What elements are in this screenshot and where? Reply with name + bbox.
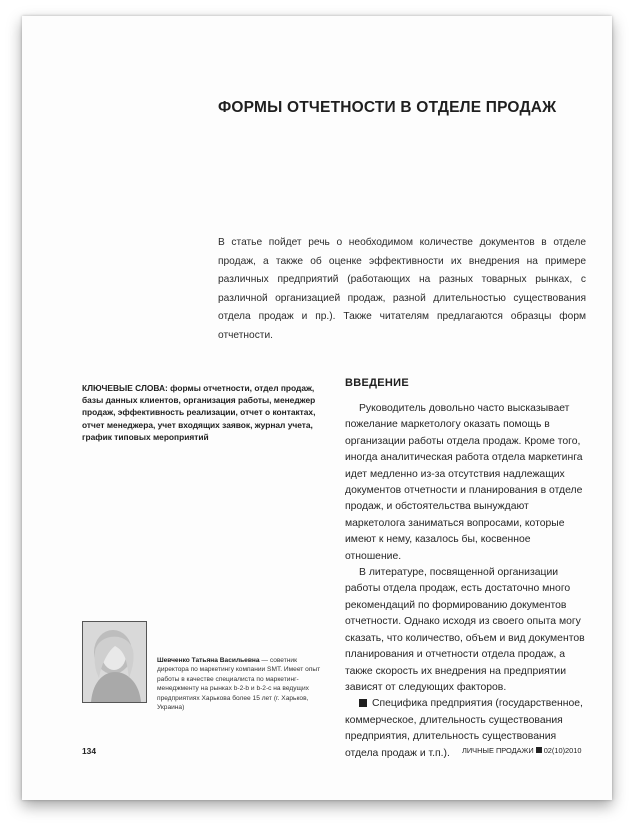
author-description: — советник директора по маркетингу компании SMT. Имеет опыт работы в качестве специалиста по маркетинг-менеджменту на рынках b-2-b и b-2-c на ведущих предприятиях Харькова более 15 лет (г. Харьков, Украина) — [157, 657, 321, 712]
body-paragraph: Руководитель довольно часто высказывает пожелание маркетологу оказать помощь в организации работы отдела продаж. Кроме того, иногда аналитическая работа отдела маркетинга идет медленно из-за отсутствия надлежащих документов отчетности и планирования в отделе продаж, и обстоятельства вынуждают маркетолога заниматься вопросами, которые имеют к нему, казалось бы, косвенное отношение. — [345, 403, 583, 562]
section-heading: ВВЕДЕНИЕ — [345, 377, 409, 389]
author-photo — [82, 621, 147, 703]
author-bio — [157, 656, 327, 712]
journal-footer — [462, 746, 582, 755]
keywords-block: КЛЮЧЕВЫЕ СЛОВА: формы отчетности, отдел продаж, базы данных клиентов, организация работы, менеджер продаж, эффективность реализации, отчет о контактах, отчет менеджера, учет входящих заявок, журнал учета, график типовых мероприятий — [82, 383, 316, 442]
bullet-text: Специфика предприятия (государственное, коммерческое, длительность существования предприятия, длительность существования отдела продаж и т.п.). — [345, 698, 583, 759]
square-separator-icon — [536, 747, 542, 753]
issue-number: 02(10)2010 — [543, 746, 582, 755]
author-portrait-icon — [83, 622, 146, 702]
page-number: 134 — [82, 746, 96, 756]
body-paragraph: В литературе, посвященной организации работы отдела продаж, есть достаточно много рекомендаций по формированию документов отчетности. Однако исходя из своего опыта могу сказать, что количество, объем и вид документов планирования и отчетности отдела продаж, а также скорость их внедрения на предприятии зависят от следующих факторов. — [345, 567, 585, 693]
journal-name: ЛИЧНЫЕ ПРОДАЖИ — [462, 746, 534, 755]
article-abstract: В статье пойдет речь о необходимом количестве документов в отделе продаж, а также об оценке эффективности их внедрения на примере различных предприятий (работающих на разных товарных рынках, с различной организацией продаж, разной длительностью существования отдела продаж и пр.). Также читателям предлагаются образцы форм отчетности. — [218, 237, 586, 341]
square-bullet-icon — [359, 699, 367, 707]
article-title: ФОРМЫ ОТЧЕТНОСТИ В ОТДЕЛЕ ПРОДАЖ — [218, 99, 557, 116]
author-name: Шевченко Татьяна Васильевна — [157, 657, 260, 664]
body-column — [345, 401, 585, 762]
